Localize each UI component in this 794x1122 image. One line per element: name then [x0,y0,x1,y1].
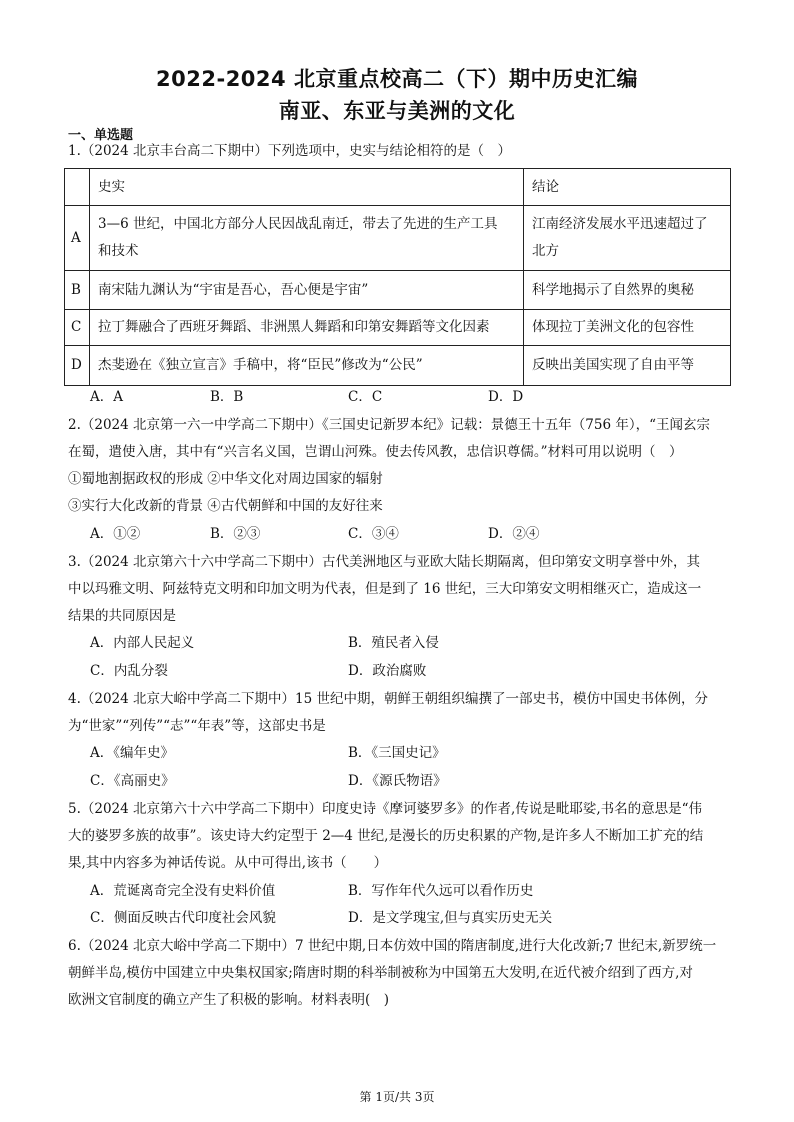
q2-line: 2.（2024 北京第一六一中学高二下期中）《三国史记新罗本纪》记载：景德王十五年（756 年），“王闻玄宗 [68,417,710,433]
table-row [65,346,731,386]
q6-line: 6.（2024 北京大峪中学高二下期中）7 世纪中期,日本仿效中国的隋唐制度,进行大化改新;7 世纪末,新罗统一 [68,938,717,954]
q2-option-d: D．②④ [488,526,540,542]
table-row [65,206,731,271]
section-heading: 一、单选题 [68,128,134,143]
row-label: C [65,310,90,346]
q4-option-c: C．《高丽史》 [90,773,175,789]
q5-line: 大的婆罗多族的故事”。该史诗大约定型于 2—4 世纪,是漫长的历史积累的产物,是许多人不断加工扩充的结 [68,828,704,844]
q4-option-a: A．《编年史》 [90,745,174,761]
q2-option-b: B．②③ [210,526,261,542]
q4-line: 4.（2024 北京大峪中学高二下期中）15 世纪中期，朝鲜王朝组织编撰了一部史书，模仿中国史书体例，分 [68,691,708,707]
document-title-line2: 南亚、东亚与美洲的文化 [278,99,516,123]
q3-option-d: D．政治腐败 [348,663,427,679]
q6-line: 朝鲜半岛,模仿中国建立中央集权国家;隋唐时期的科举制被称为中国第五大发明,在近代被介绍到了西方,对 [68,965,693,981]
row-fact-line: 和技术 [98,243,139,259]
q5-line: 果,其中内容多为神话传说。从中可得出,该书（ ） [68,855,388,871]
q4-option-b: B．《三国史记》 [348,745,446,761]
document-title-line1: 2022-2024 北京重点校高二（下）期中历史汇编 [156,67,638,91]
q3-line: 3.（2024 北京第六十六中学高二下期中）古代美洲地区与亚欧大陆长期隔离，但印第安文明享誉中外，其 [68,554,701,570]
q4-line: 为“世家”“列传”“志”“年表”等，这部史书是 [68,718,326,734]
q3-option-a: A．内部人民起义 [90,635,195,651]
row-conclusion-line: 北方 [532,243,559,259]
row-fact [90,206,524,271]
q3-option-b: B．殖民者入侵 [348,635,439,651]
row-label: A [65,206,90,271]
page-number-footer: 第 1页/共 3页 [359,1090,435,1104]
row-fact: 南宋陆九渊认为“宇宙是吾心，吾心便是宇宙” [90,271,524,310]
q2-line: 在蜀，遣使入唐，其中有“兴言名义国，岂谓山河殊。使去传风教，忠信识尊儒。”材料可用以说明（ ） [68,444,683,460]
table-header-conclusion: 结论 [524,169,731,206]
row-fact-line: 3—6 世纪，中国北方部分人民因战乱南迁，带去了先进的生产工具 [98,216,498,232]
q5-option-b: B．写作年代久远可以看作历史 [348,883,534,899]
row-conclusion: 反映出美国实现了自由平等 [524,346,731,386]
q3-line: 中以玛雅文明、阿兹特克文明和印加文明为代表，但是到了 16 世纪，三大印第安文明相继灭亡，造成这一 [68,581,702,597]
q1-option-b: B．B [210,389,244,405]
q3-option-c: C．内乱分裂 [90,663,168,679]
row-conclusion-line: 江南经济发展水平迅速超过了 [532,216,708,232]
row-conclusion [524,206,731,271]
q1-table [64,168,731,386]
q4-option-d: D．《源氏物语》 [348,773,447,789]
q1-option-d: D．D [488,389,524,405]
table-row [65,310,731,346]
q5-option-c: C．侧面反映古代印度社会风貌 [90,910,276,926]
row-label: D [65,346,90,386]
row-conclusion: 体现拉丁美洲文化的包容性 [524,310,731,346]
q5-option-d: D．是文学瑰宝,但与真实历史无关 [348,910,553,926]
q2-items: ①蜀地割据政权的形成 ②中华文化对周边国家的辐射 [68,471,383,487]
table-header-fact: 史实 [90,169,524,206]
q2-items: ③实行大化改新的背景 ④古代朝鲜和中国的友好往来 [68,498,383,514]
q3-line: 结果的共同原因是 [68,608,176,624]
row-conclusion: 科学地揭示了自然界的奥秘 [524,271,731,310]
row-label: B [65,271,90,310]
table-header-row [65,169,731,206]
row-fact: 杰斐逊在《独立宣言》手稿中，将“臣民”修改为“公民” [90,346,524,386]
q1-option-a: A．A [90,389,123,405]
q1-option-c: C．C [348,389,383,405]
q5-line: 5.（2024 北京第六十六中学高二下期中）印度史诗《摩诃婆罗多》的作者,传说是毗耶娑,书名的意思是“伟 [68,801,703,817]
q2-option-a: A．①② [90,526,141,542]
q6-line: 欧洲文官制度的确立产生了积极的影响。材料表明( ) [68,992,390,1008]
row-fact: 拉丁舞融合了西班牙舞蹈、非洲黑人舞蹈和印第安舞蹈等文化因素 [90,310,524,346]
q2-option-c: C．③④ [348,526,399,542]
q5-option-a: A．荒诞离奇完全没有史料价值 [90,883,276,899]
table-header-label-cell [65,169,90,206]
q1-stem: 1.（2024 北京丰台高二下期中）下列选项中，史实与结论相符的是（ ） [68,143,512,159]
table-row [65,271,731,310]
